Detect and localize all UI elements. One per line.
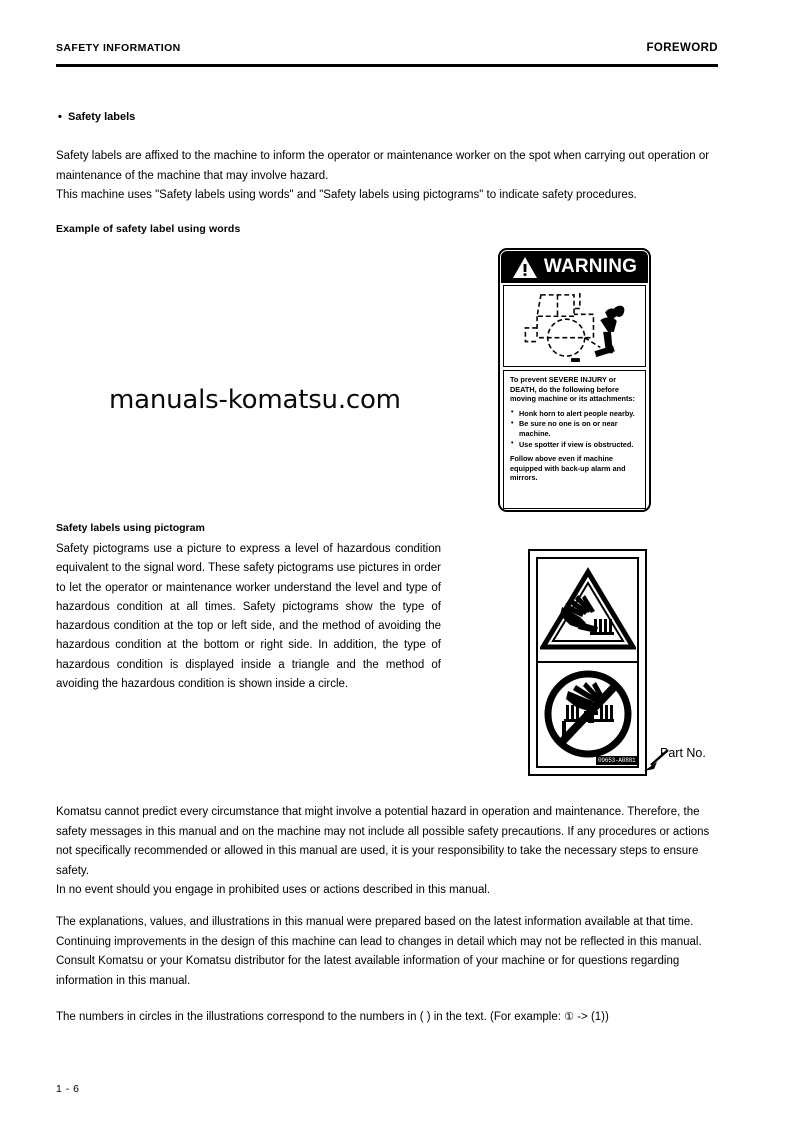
- warning-footer-text: Follow above even if machine equipped with back-up alarm and mirrors.: [510, 454, 626, 483]
- example-caption: Example of safety label using words: [56, 223, 241, 235]
- pictogram-hazard-cell: [538, 559, 637, 663]
- warning-text-block: [503, 370, 646, 509]
- pictogram-label-inner-frame: [536, 557, 639, 768]
- no-hand-near-fan-prohibition-icon: [542, 669, 634, 759]
- page-number-footer: 1 - 6: [56, 1083, 80, 1095]
- warning-bullet-item: • Be sure no one is on or near machine.: [519, 419, 640, 438]
- header-right-title: FOREWORD: [646, 42, 718, 54]
- warning-bullet-item: • Honk horn to alert people nearby.: [519, 409, 640, 419]
- warning-bullet-item: • Use spotter if view is obstructed.: [519, 440, 640, 450]
- intro-paragraph-block: [56, 147, 721, 206]
- komatsu-disclaimer-paragraph: Komatsu cannot predict every circumstance that might involve a potential hazard in operation and maintenance. Therefore, the safety messages in this manual and on the machine may not include all possible safety precautions. If any procedures or actions not specifically recommended or allowed in this manual are used, it is your responsibility to take the necessary steps to ensure safety.: [56, 806, 710, 877]
- warning-banner: [501, 251, 648, 283]
- bullet-dot-icon: •: [58, 111, 62, 123]
- komatsu-prohibited-uses-paragraph: In no event should you engage in prohibited uses or actions described in this manual.: [56, 884, 491, 896]
- circled-numbers-text-part1: The numbers in circles in the illustrations correspond to the numbers in ( ) in the text. (For example:: [56, 1011, 565, 1023]
- komatsu-disclaimer-block: [56, 803, 721, 901]
- intro-paragraph-2: This machine uses "Safety labels using words" and "Safety labels using pictograms" to indicate safety procedures.: [56, 189, 637, 201]
- safety-labels-heading: [58, 111, 135, 123]
- warning-lead-text: To prevent SEVERE INJURY or DEATH, do the following before moving machine or its attachments:: [510, 375, 635, 404]
- part-no-callout-label: Part No.: [660, 746, 706, 760]
- hand-caught-in-fan-triangle-icon: [540, 567, 636, 653]
- site-watermark: manuals-komatsu.com: [109, 385, 401, 415]
- warning-label-example: [498, 248, 651, 512]
- warning-pictogram-frame: [503, 285, 646, 367]
- safety-labels-heading-label: Safety labels: [68, 111, 136, 123]
- machine-backing-over-person-icon: [504, 286, 645, 366]
- circled-numbers-text-part2: -> (1)): [574, 1011, 609, 1023]
- intro-paragraph-1: Safety labels are affixed to the machine to inform the operator or maintenance worker on the spot when carrying out operation or maintenance of the machine that may involve hazard.: [56, 150, 710, 182]
- explanations-paragraph: The explanations, values, and illustrations in this manual were prepared based on the latest information available at that time. Continuing improvements in the design of this machine can lead to changes in detail which may not be reflected in this manual. Consult Komatsu or your Komatsu distributor for the latest available information of your machine or for questions regarding information in this manual.: [56, 916, 702, 987]
- pictogram-section-heading: Safety labels using pictogram: [56, 522, 205, 534]
- pictogram-avoidance-cell: [538, 663, 637, 767]
- header-left-title: SAFETY INFORMATION: [56, 42, 181, 54]
- pictogram-section-paragraph: Safety pictograms use a picture to express a level of hazardous condition equivalent to the signal word. These safety pictograms use pictures in order to let the operator or maintenance worker understand the level and type of hazardous condition at all times. Safety pictograms show the type of hazardous condition at the top or left side, and the method of avoiding the hazardous condition at the bottom or right side. In addition, the type of hazardous condition is displayed inside a triangle and the method of avoiding the hazardous condition is shown inside a circle.: [56, 543, 441, 691]
- page-header: [56, 42, 718, 64]
- pictogram-label-example: [528, 549, 647, 776]
- header-divider: [56, 64, 718, 67]
- circled-number-glyph: ①: [564, 1010, 575, 1023]
- warning-signal-word: WARNING: [543, 256, 638, 277]
- pictogram-part-number: 09653-A0881: [598, 757, 636, 764]
- warning-bullet-list: [510, 409, 640, 449]
- circled-numbers-paragraph: [56, 1007, 721, 1028]
- warning-triangle-exclamation-icon: [512, 256, 538, 279]
